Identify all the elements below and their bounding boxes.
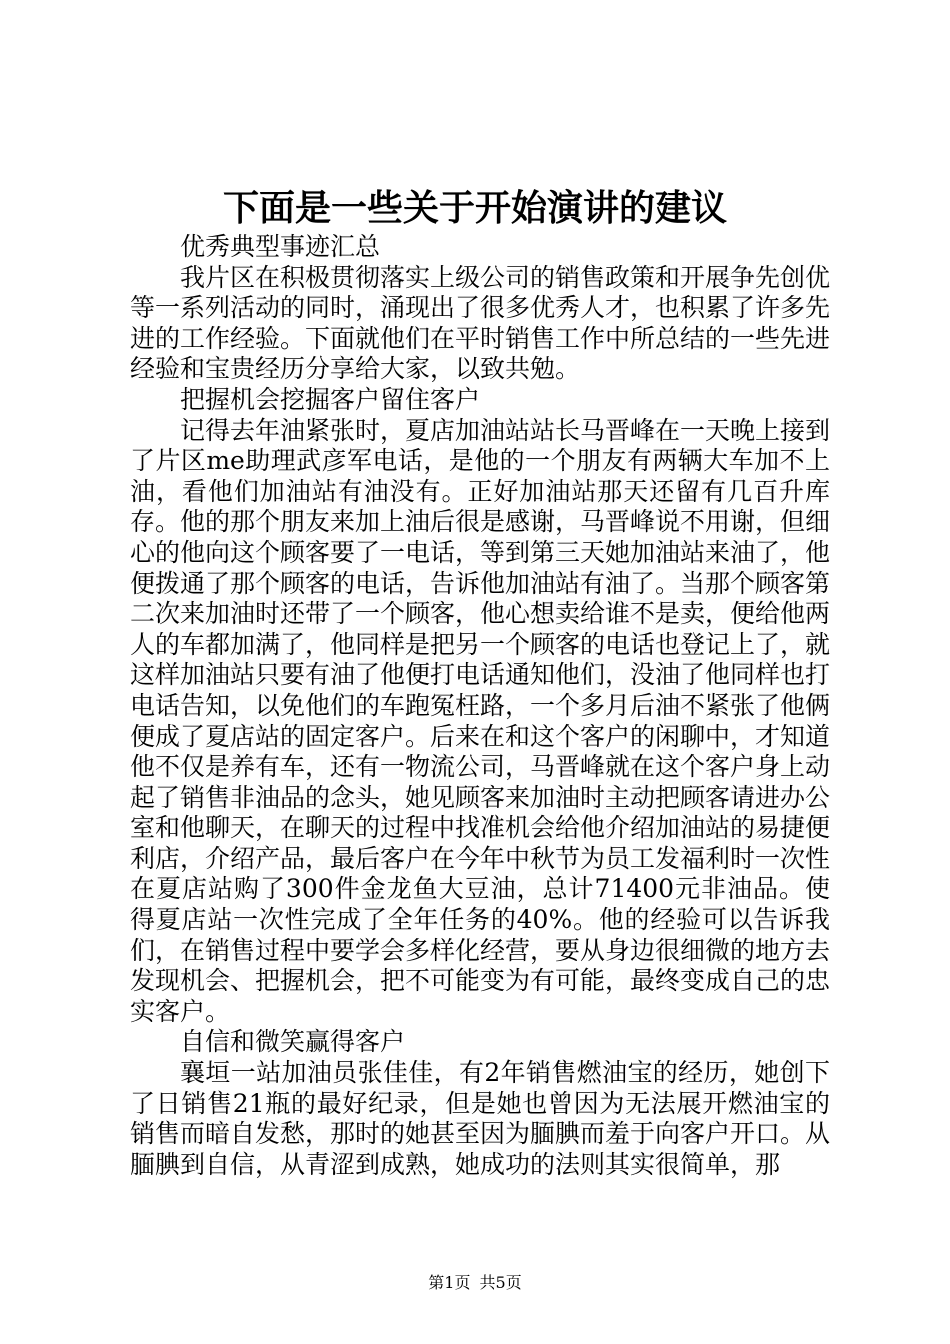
page-total: 共5页 bbox=[479, 1273, 522, 1292]
body-paragraph: 记得去年油紧张时，夏店加油站站长马晋峰在一天晚上接到了片区me助理武彦军电话，是他的一个朋友有两辆大车加不上油，看他们加油站有油没有。正好加油站那天还留有几百升库存。他的那个朋友来加上油后很是感谢，马晋峰说不用谢，但细心的他向这个顾客要了一电话，等到第三天她加油站来油了，他便拨通了那个顾客的电话，告诉他加油站有油了。当那个顾客第二次来加油时还带了一个顾客，他心想卖给谁不是卖，便给他两人的车都加满了，他同样是把另一个顾客的电话也登记上了，就这样加油站只要有油了他便打电话通知他们，没油了他同样也打电话告知，以免他们的车跑冤枉路，一个多月后油不紧张了他俩便成了夏店站的固定客户。后来在和这个客户的闲聊中，才知道他不仅是养有车，还有一物流公司，马晋峰就在这个客户身上动起了销售非油品的念头，她见顾客来加油时主动把顾客请进办公室和他聊天，在聊天的过程中找准机会给他介绍加油站的易捷便利店，介绍产品，最后客户在今年中秋节为员工发福利时一次性在夏店站购了300件金龙鱼大豆油，总计71400元非油品。使得夏店站一次性完成了全年任务的40%。他的经验可以告诉我们，在销售过程中要学会多样化经营，要从身边很细微的地方去发现机会、把握机会，把不可能变为有可能，最终变成自己的忠实客户。 bbox=[130, 415, 831, 1026]
document-body bbox=[130, 232, 830, 1180]
page-number: 第1页 bbox=[428, 1273, 471, 1292]
body-paragraph: 襄垣一站加油员张佳佳，有2年销售燃油宝的经历，她创下了日销售21瓶的最好纪录，但是她也曾因为无法展开燃油宝的销售而暗自发愁，那时的她甚至因为腼腆而羞于向客户开口。从腼腆到自信，从青涩到成熟，她成功的法则其实很简单，那 bbox=[130, 1058, 831, 1179]
section-heading: 自信和微笑赢得客户 bbox=[180, 1027, 406, 1057]
page-footer bbox=[0, 1270, 950, 1293]
body-paragraph: 我片区在积极贯彻落实上级公司的销售政策和开展争先创优等一系列活动的同时，涌现出了很多优秀人才，也积累了许多先进的工作经验。下面就他们在平时销售工作中所总结的一些先进经验和宝贵经历分享给大家，以致共勉。 bbox=[130, 262, 831, 384]
section-heading: 优秀典型事迹汇总 bbox=[180, 232, 381, 261]
document-title: 下面是一些关于开始演讲的建议 bbox=[222, 187, 727, 229]
section-heading: 把握机会挖掘客户留住客户 bbox=[180, 384, 481, 414]
